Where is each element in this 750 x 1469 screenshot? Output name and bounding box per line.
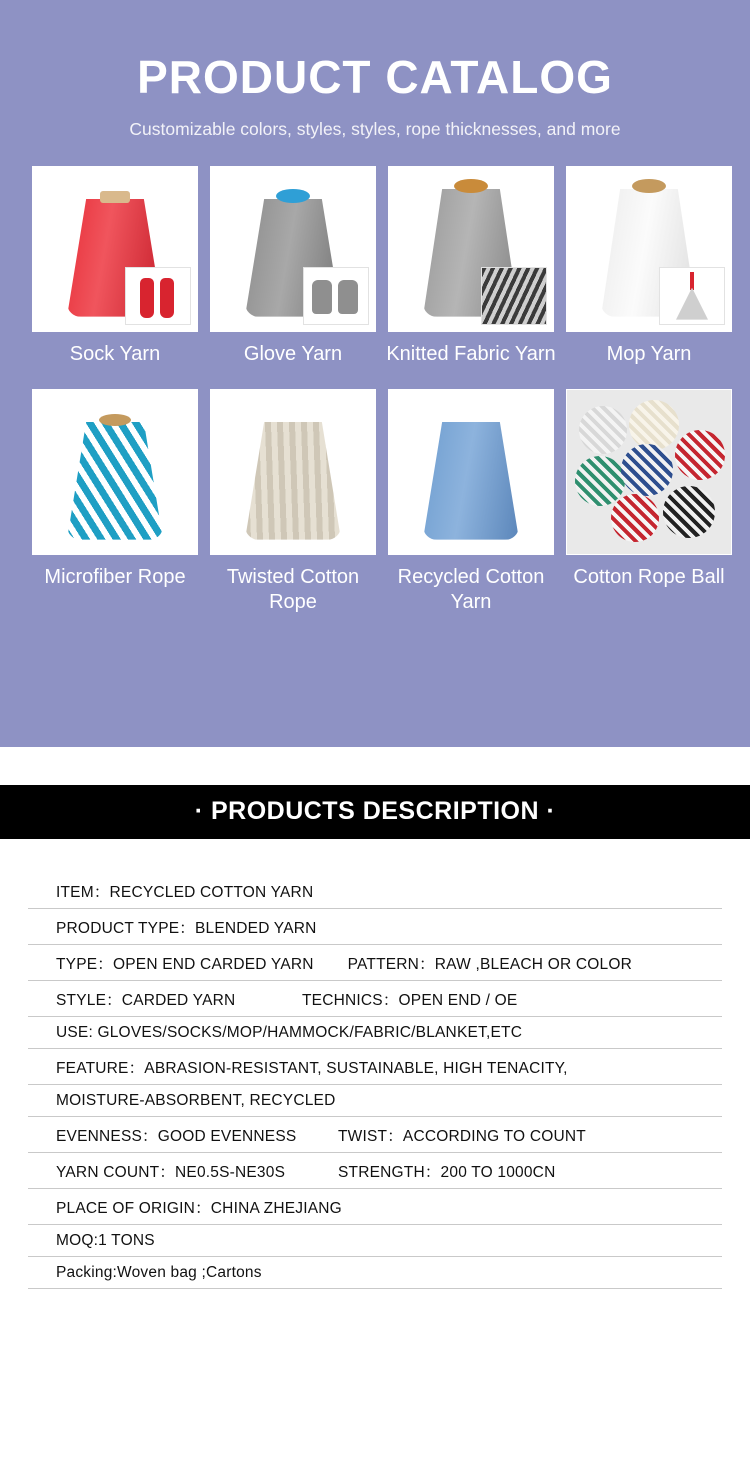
product-thumbnail [32,389,198,555]
spec-cell: ITEM：RECYCLED COTTON YARN [56,883,314,901]
spec-cell: Packing:Woven bag ;Cartons [56,1263,262,1281]
table-row [28,873,722,909]
spec-cell: MOQ:1 TONS [56,1231,155,1249]
spec-cell: USE: GLOVES/SOCKS/MOP/HAMMOCK/FABRIC/BLANKET,ETC [56,1023,523,1041]
cone-top-icon [276,189,310,203]
product-label: Cotton Rope Ball [573,565,725,588]
product-cell-microfiber-rope[interactable] [29,389,201,637]
product-cell-twisted-cotton-rope[interactable] [207,389,379,637]
product-thumbnail [388,166,554,332]
product-label: Twisted Cotton Rope [226,565,360,613]
product-cell-mop-yarn[interactable] [563,166,735,389]
knitted-fabric-icon [481,267,547,325]
product-label: Recycled Cotton Yarn [397,565,545,613]
product-cell-sock-yarn[interactable] [29,166,201,389]
spec-cell: TECHNICS：OPEN END / OE [302,991,518,1009]
blue-cotton-cone-icon [423,422,519,540]
rope-ball-icon [675,430,725,480]
rope-ball-icon [575,456,625,506]
red-socks-icon [125,267,191,325]
cone-top-icon [454,179,488,193]
rope-ball-icon [579,406,627,454]
spec-cell: STYLE：CARDED YARN [56,991,236,1009]
product-thumbnail [388,389,554,555]
products-description-title: · PRODUCTS DESCRIPTION · [194,797,556,826]
table-row [28,1153,722,1189]
product-cell-recycled-cotton-yarn[interactable] [385,389,557,637]
spec-cell: FEATURE：ABRASION-RESISTANT, SUSTAINABLE, HIGH TENACITY, [56,1059,568,1077]
rope-ball-icon [663,486,715,538]
product-thumbnail [566,166,732,332]
product-thumbnail [210,166,376,332]
rope-ball-icon [629,400,679,450]
product-label: Glove Yarn [243,342,343,365]
table-row [28,981,722,1017]
product-cell-cotton-rope-ball[interactable] [563,389,735,637]
grey-gloves-icon [303,267,369,325]
product-label: Knitted Fabric Yarn [386,342,556,365]
spec-cell: EVENNESS：GOOD EVENNESS [56,1127,297,1145]
product-thumbnail [210,389,376,555]
spec-cell: TYPE：OPEN END CARDED YARN [56,955,314,973]
blue-white-rope-cone-icon [67,422,163,540]
table-row [28,945,722,981]
product-cell-glove-yarn[interactable] [207,166,379,389]
table-row [28,909,722,945]
product-thumbnail [32,166,198,332]
spec-cell: PRODUCT TYPE：BLENDED YARN [56,919,317,937]
rope-ball-icon [611,494,659,542]
spec-cell: PLACE OF ORIGIN：CHINA ZHEJIANG [56,1199,342,1217]
rope-ball-icon [621,444,673,496]
table-row [28,1189,722,1225]
page-title: PRODUCT CATALOG [137,51,613,103]
spec-cell: MOISTURE-ABSORBENT, RECYCLED [56,1091,336,1109]
product-cell-knitted-fabric-yarn[interactable] [385,166,557,389]
table-row [28,1257,722,1289]
cone-top-icon [99,414,131,426]
table-row [28,1085,722,1117]
product-thumbnail [566,389,732,555]
table-row [28,1049,722,1085]
mop-head-icon [659,267,725,325]
table-row [28,1117,722,1153]
product-label: Mop Yarn [606,342,692,365]
cone-top-icon [100,191,130,203]
page-subtitle: Customizable colors, styles, styles, rope thicknesses, and more [129,118,621,139]
spec-cell: PATTERN：RAW ,BLEACH OR COLOR [347,955,632,973]
table-row [28,1225,722,1257]
product-label: Microfiber Rope [44,565,186,588]
products-description-banner [0,785,750,839]
product-specification-table [0,839,750,1289]
product-label: Sock Yarn [69,342,161,365]
table-row [28,1017,722,1049]
product-grid [29,166,725,637]
section-divider [0,747,750,785]
spec-cell: TWIST：ACCORDING TO COUNT [338,1127,586,1145]
cone-top-icon [632,179,666,193]
spec-cell: YARN COUNT：NE0.5S-NE30S [56,1163,286,1181]
beige-twisted-rope-cone-icon [245,422,341,540]
spec-cell: STRENGTH：200 TO 1000CN [338,1163,556,1181]
